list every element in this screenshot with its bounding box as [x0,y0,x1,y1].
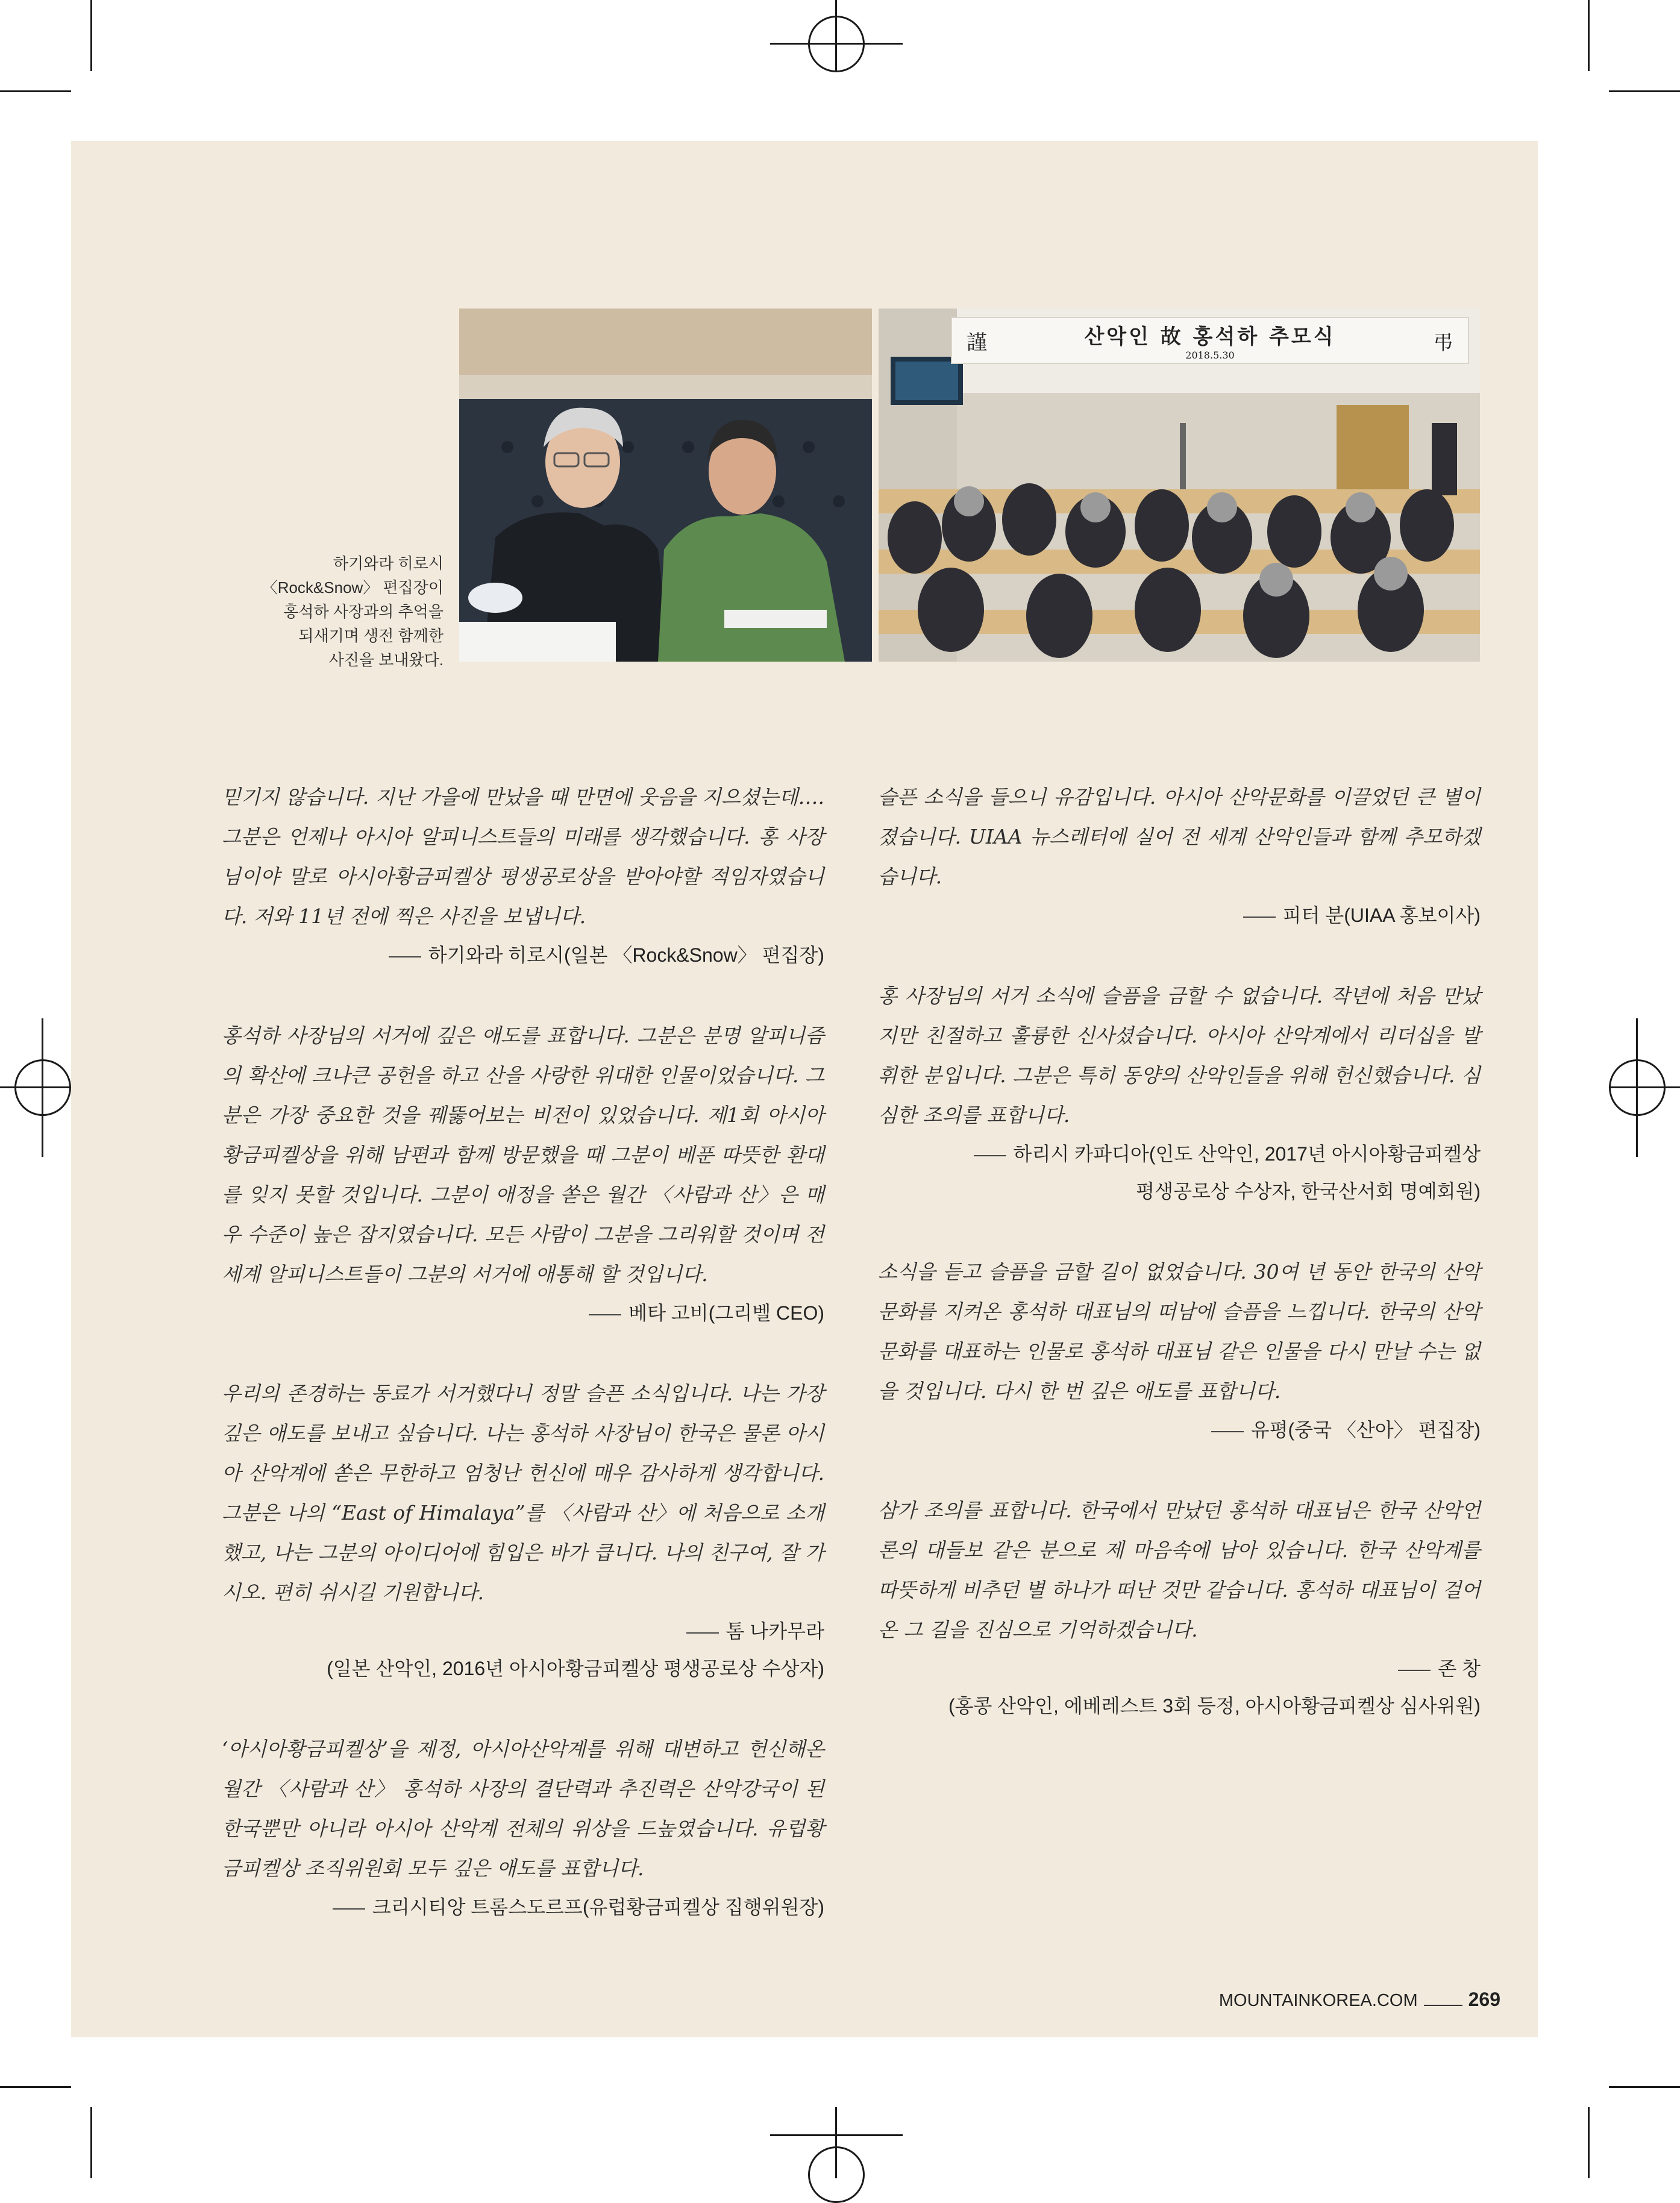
tribute-signature [222,1294,824,1332]
photo-memorial-ceremony [879,309,1480,662]
tribute-message [878,1252,1481,1449]
tribute-text: 홍 사장님의 서거 소식에 슬픔을 금할 수 없습니다. 작년에 처음 만났지만 친절하고 훌륭한 신사셨습니다. 아시아 산악계에서 리더십을 발휘한 분입니다. 그분은 특히 동양의 산악인들을 위해 헌신했습니다. 심심한 조의를 표합니다. [878,984,1481,1127]
tribute-text: 우리의 존경하는 동료가 서거했다니 정말 슬픈 소식입니다. 나는 가장 깊은 애도를 보내고 싶습니다. 나는 홍석하 사장님이 한국은 물론 아시아 산악계에 쏟은 무한하고 엄청난 헌신에 매우 감사하게 생각합니다. 그분은 나의 “East of Himalaya”를 〈사람과 산〉에 처음으로 소개했고, 나는 그분의 아이디어에 힘입은 바가 큽니다. 나의 친구여, 잘 가시오. 편히 쉬시길 기원합니다. [222,1382,824,1604]
signature-dash [1398,1670,1431,1671]
crop-mark [0,2086,71,2088]
banner-char-left: 謹 [967,330,987,355]
crop-mark [1588,0,1590,71]
signature-name: 유평(중국 〈산아〉 편집장) [1250,1419,1481,1441]
tribute-signature [222,1612,824,1650]
crop-mark [1588,2107,1590,2178]
page-footer [1219,1988,1500,2011]
banner-date: 2018.5.30 [1185,349,1235,361]
signature-name: 톰 나카무라 [726,1620,824,1642]
crop-mark [1609,2086,1680,2088]
left-column [222,777,824,1926]
tribute-message [878,1491,1481,1725]
signature-dash [974,1155,1006,1156]
crop-mark [90,0,92,71]
tribute-message [878,777,1481,934]
signature-name: 하리시 카파디아(인도 산악인, 2017년 아시아황금피켈상 [1013,1143,1481,1165]
crop-mark [1609,90,1680,92]
tribute-text: 삼가 조의를 표합니다. 한국에서 만났던 홍석하 대표님은 한국 산악언론의 대들보 같은 분으로 제 마음속에 남아 있습니다. 한국 산악계를 따뜻하게 비추던 별 하나가 떠난 것만 같습니다. 홍석하 대표님이 걸어온 그 길을 진심으로 기억하겠습니다. [878,1499,1481,1641]
tribute-signature [878,1135,1481,1173]
tribute-message [222,1729,824,1926]
page-number: 269 [1468,1988,1500,2010]
banner-title: 산악인 故 홍석하 추모식 [1084,325,1336,349]
signature-affiliation: (홍콩 산악인, 에베레스트 3회 등정, 아시아황금피켈상 심사위원) [948,1695,1481,1717]
signature-name: 존 창 [1438,1658,1481,1679]
tribute-message [878,976,1481,1210]
signature-affiliation: 평생공로상 수상자, 한국산서회 명예회원) [1136,1180,1481,1202]
photo-hagiwara-hong [459,309,872,662]
tribute-text: 슬픈 소식을 들으니 유감입니다. 아시아 산악문화를 이끌었던 큰 별이 졌습니다. UIAA 뉴스레터에 실어 전 세계 산악인들과 함께 추모하겠습니다. [878,785,1481,888]
tribute-text: 믿기지 않습니다. 지난 가을에 만났을 때 만면에 웃음을 지으셨는데…. 그분은 언제나 아시아 알피니스트들의 미래를 생각했습니다. 홍 사장님이야 말로 아시아황금피켈상 평생공로상을 받아야할 적임자였습니다. 저와 11년 전에 찍은 사진을 보냅니다. [222,785,824,928]
signature-dash [389,956,421,957]
signature-name: 크리시티앙 트롬스도르프(유럽황금피켈상 집행위원장) [372,1896,824,1918]
crop-mark [0,90,71,92]
tribute-signature [222,936,824,974]
photo-caption: 하기와라 히로시 〈Rock&Snow〉 편집장이 홍석하 사장과의 추억을 되새기며 생전 함께한 사진을 보내왔다. [262,554,444,669]
tribute-message [222,1016,824,1332]
signature-name: 하기와라 히로시(일본 〈Rock&Snow〉 편집장) [428,944,824,966]
crop-mark [90,2107,92,2178]
signature-dash [1211,1431,1244,1432]
tribute-message [222,1374,824,1687]
tribute-signature [222,1888,824,1926]
tribute-message [222,777,824,974]
footer-site: MOUNTAINKOREA.COM [1218,1991,1418,2010]
portrait-image [459,309,872,662]
signature-name: 피터 분(UIAA 홍보이사) [1282,904,1481,926]
signature-name: 베타 고비(그리벨 CEO) [628,1302,824,1324]
signature-dash [1243,917,1276,918]
tribute-signature [878,897,1481,934]
footer-rule [1424,2005,1462,2006]
tribute-text: ‘아시아황금피켈상’을 제정, 아시아산악계를 위해 대변하고 헌신해온 월간 〈사람과 산〉 홍석하 사장의 결단력과 추진력은 산악강국이 된 한국뿐만 아니라 아시아 산악계 전체의 위상을 드높였습니다. 유럽황금피켈상 조직위원회 모두 깊은 애도를 표합니다. [222,1737,824,1880]
signature-dash [333,1908,365,1910]
right-column [878,777,1481,1725]
banner-char-right: 弔 [1432,330,1453,355]
signature-dash [589,1314,621,1315]
memorial-banner [951,317,1469,364]
tribute-signature [878,1411,1481,1449]
signature-affiliation: (일본 산악인, 2016년 아시아황금피켈상 평생공로상 수상자) [327,1658,824,1679]
tribute-text: 소식을 듣고 슬픔을 금할 길이 없었습니다. 30여 년 동안 한국의 산악문화를 지켜온 홍석하 대표님의 떠남에 슬픔을 느낍니다. 한국의 산악문화를 대표하는 인물로 홍석하 대표님 같은 인물을 다시 만날 수는 없을 것입니다. 다시 한 번 깊은 애도를 표합니다. [878,1260,1481,1403]
tribute-signature [878,1650,1481,1687]
tribute-text: 홍석하 사장님의 서거에 깊은 애도를 표합니다. 그분은 분명 알피니즘의 확산에 크나큰 공헌을 하고 산을 사랑한 위대한 인물이었습니다. 그분은 가장 중요한 것을 꿰뚫어보는 비전이 있었습니다. 제1회 아시아황금피켈상을 위해 남편과 함께 방문했을 때 그분이 베푼 따뜻한 환대를 잊지 못할 것입니다. 그분이 애정을 쏟은 월간 〈사람과 산〉은 매우 수준이 높은 잡지였습니다. 모든 사람이 그분을 그리워할 것이며 전 세계 알피니스트들이 그분의 서거에 애통해 할 것입니다. [222,1024,824,1286]
signature-dash [686,1632,719,1634]
